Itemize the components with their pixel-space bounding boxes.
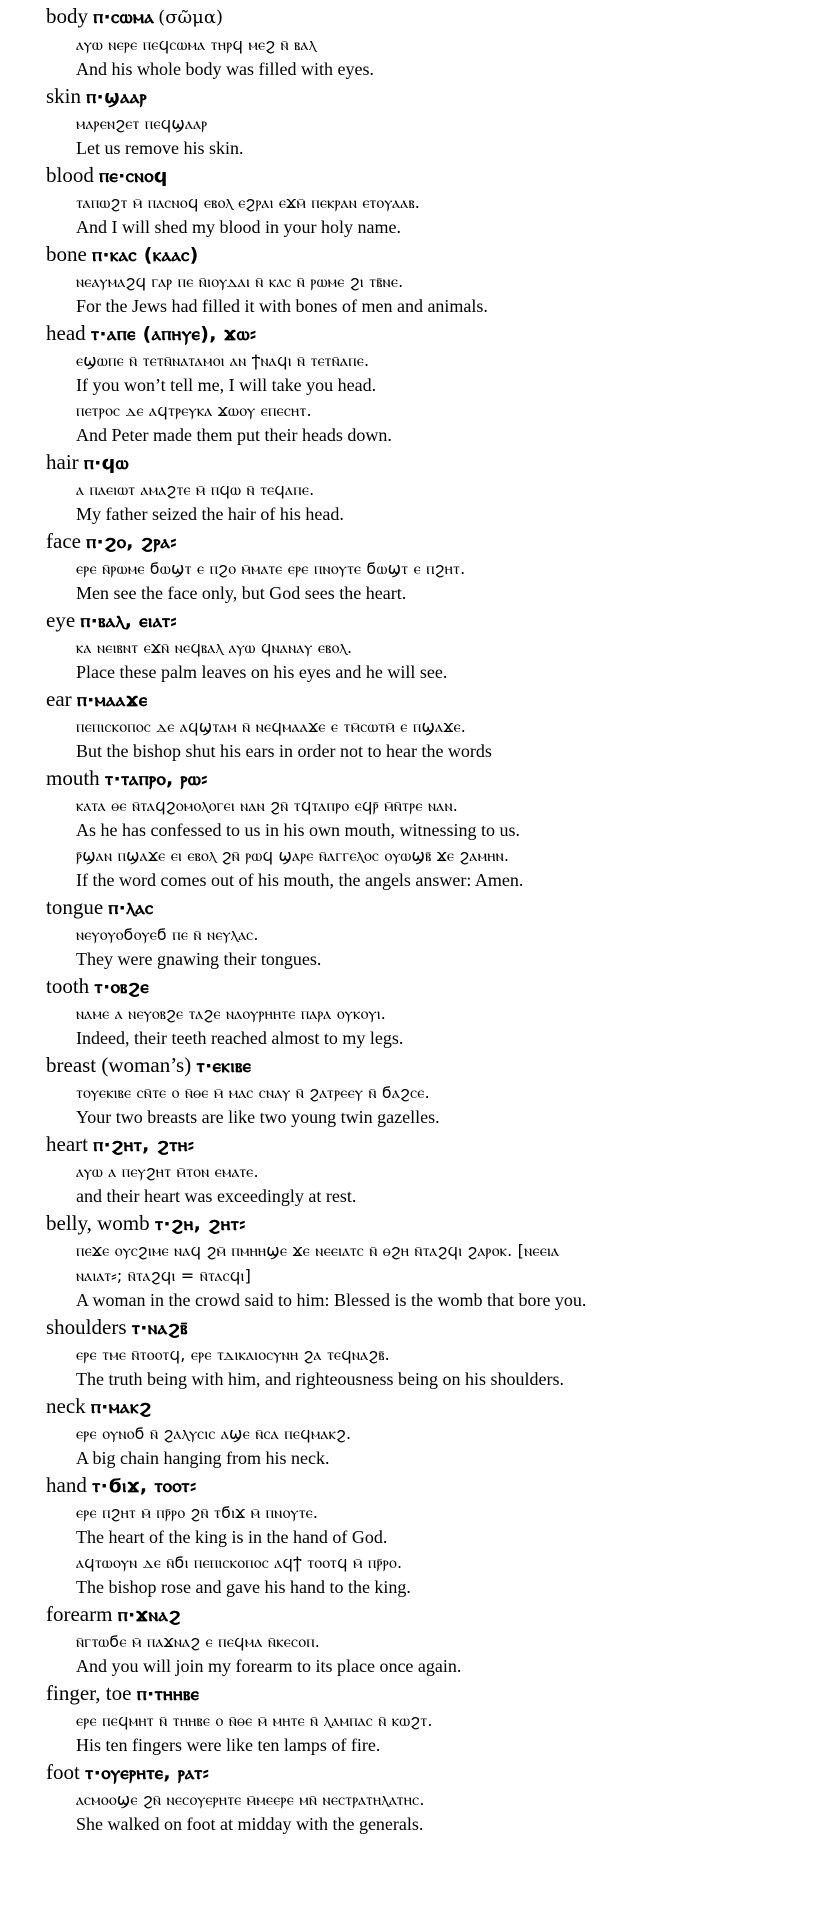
headword-english: foot <box>46 1760 80 1784</box>
headword-coptic: ⲡ·ⲙⲁⲁϫⲉ <box>76 689 148 711</box>
example-coptic: ⲉⲣⲉ ⲧⲙⲉ ⲛ̄ⲧⲟⲟⲧϥ, ⲉⲣⲉ ⲧⲇⲓⲕⲁⲓⲟⲥⲩⲛⲏ ϩⲁ ⲧⲉϥⲛⲁϩⲃ̄. <box>76 1345 390 1364</box>
vocab-entry <box>46 448 822 527</box>
example <box>76 556 822 606</box>
headword <box>46 685 822 714</box>
example <box>76 1421 822 1471</box>
example <box>76 348 822 398</box>
headword-coptic: ⲡ·ϩⲏⲧ, ϩⲧⲏ⸗ <box>93 1134 195 1156</box>
example <box>76 269 822 319</box>
vocab-entry <box>46 1051 822 1130</box>
headword <box>46 1679 822 1708</box>
example <box>76 1159 822 1209</box>
example-coptic: ⲛⲁⲙⲉ ⲁ ⲛⲉⲩⲟⲃϩⲉ ⲧⲁϩⲉ ⲛⲁⲟⲩⲣⲏⲏⲧⲉ ⲡⲁⲣⲁ ⲟⲩⲕⲟⲩⲓ. <box>76 1004 387 1023</box>
example-translation: A big chain hanging from his neck. <box>76 1448 330 1468</box>
vocab-entry <box>46 82 822 161</box>
headword-coptic: ⲡ·ⲧⲏⲏⲃⲉ <box>136 1683 200 1705</box>
example <box>76 32 822 82</box>
example-translation: But the bishop shut his ears in order not to hear the words <box>76 741 492 761</box>
headword <box>46 1392 822 1421</box>
headword-english: ear <box>46 687 72 711</box>
example-translation: The bishop rose and gave his hand to the king. <box>76 1577 411 1597</box>
headword <box>46 764 822 793</box>
vocab-entry <box>46 161 822 240</box>
example-translation: They were gnawing their tongues. <box>76 949 322 969</box>
headword <box>46 1130 822 1159</box>
example-translation: And I will shed my blood in your holy name. <box>76 217 401 237</box>
headword <box>46 161 822 190</box>
headword-english: heart <box>46 1132 88 1156</box>
example-coptic: ⲁⲩⲱ ⲛⲉⲣⲉ ⲡⲉϥⲥⲱⲙⲁ ⲧⲏⲣϥ ⲙⲉϩ ⲛ̄ ⲃⲁⲗ <box>76 35 317 54</box>
example-translation: My father seized the hair of his head. <box>76 504 344 524</box>
example <box>76 1342 822 1392</box>
example-translation: As he has confessed to us in his own mouth, witnessing to us. <box>76 820 520 840</box>
example <box>76 793 822 843</box>
example-coptic: ⲉⲣⲉ ⲛ̄ⲣⲱⲙⲉ ϭⲱϣⲧ ⲉ ⲡϩⲟ ⲙ̄ⲙⲁⲧⲉ ⲉⲣⲉ ⲡⲛⲟⲩⲧⲉ ϭⲱϣⲧ ⲉ ⲡϩⲏⲧ. <box>76 559 466 578</box>
example <box>76 1629 822 1679</box>
headword <box>46 240 822 269</box>
vocab-entry <box>46 893 822 972</box>
headword <box>46 1051 822 1080</box>
headword-english: tooth <box>46 974 90 998</box>
headword-coptic: ⲧ·ⲉⲕⲓⲃⲉ <box>196 1055 252 1077</box>
headword-coptic: ⲡ·ⲕⲁⲥ (ⲕⲁⲁⲥ) <box>92 244 199 266</box>
example-coptic: ⲁϥⲧⲱⲟⲩⲛ ⲇⲉ ⲛ̄ϭⲓ ⲡⲉⲡⲓⲥⲕⲟⲡⲟⲥ ⲁϥϯ ⲧⲟⲟⲧϥ ⲙ̄ ⲡⲣ̄ⲣⲟ. <box>76 1553 403 1572</box>
example <box>76 477 822 527</box>
example <box>76 190 822 240</box>
example <box>76 1238 822 1263</box>
headword-english: mouth <box>46 766 100 790</box>
example <box>76 1550 822 1600</box>
headword-english: belly, womb <box>46 1211 150 1235</box>
example-coptic: ⲣ̄ϣⲁⲛ ⲡϣⲁϫⲉ ⲉⲓ ⲉⲃⲟⲗ ϩⲛ̄ ⲣⲱϥ ϣⲁⲣⲉ ⲛ̄ⲁⲅⲅⲉⲗⲟⲥ ⲟⲩⲱϣⲃ̄ ϫⲉ ϩⲁⲙⲏⲛ. <box>76 846 510 865</box>
example-translation: His ten fingers were like ten lamps of fire. <box>76 1735 381 1755</box>
example <box>76 843 822 893</box>
example-translation: Men see the face only, but God sees the heart. <box>76 583 407 603</box>
example-translation: And Peter made them put their heads down. <box>76 425 392 445</box>
example-coptic: ⲙⲁⲣⲉⲛϩⲉⲧ ⲡⲉϥϣⲁⲁⲣ <box>76 114 208 133</box>
vocab-entry <box>46 972 822 1051</box>
example-translation: For the Jews had filled it with bones of men and animals. <box>76 296 488 316</box>
example-coptic: ⲛⲉⲩⲟⲩⲟϭⲟⲩⲉϭ ⲡⲉ ⲛ̄ ⲛⲉⲩⲗⲁⲥ. <box>76 925 259 944</box>
headword-coptic: ⲡ·ϩⲟ, ϩⲣⲁ⸗ <box>86 531 177 553</box>
vocab-entry <box>46 527 822 606</box>
headword-coptic: ⲧ·ⲟⲩⲉⲣⲏⲧⲉ, ⲣⲁⲧ⸗ <box>85 1762 210 1784</box>
headword-english: head <box>46 321 86 345</box>
example-translation: If the word comes out of his mouth, the angels answer: Amen. <box>76 870 524 890</box>
example-coptic: ⲛⲁⲓⲁⲧ⸗; ⲛ̄ⲧⲁϩϥⲓ = ⲛ̄ⲧⲁⲥϥⲓ] <box>76 1266 252 1285</box>
example-coptic: ⲧⲟⲩⲉⲕⲓⲃⲉ ⲥⲛ̄ⲧⲉ ⲟ ⲛ̄ⲑⲉ ⲙ̄ ⲙⲁⲥ ⲥⲛⲁⲩ ⲛ̄ ϩⲁⲧⲣⲉⲉⲩ ⲛ̄ ϭⲁϩⲥⲉ. <box>76 1083 430 1102</box>
example-coptic: ⲧⲁⲡⲱϩⲧ ⲙ̄ ⲡⲁⲥⲛⲟϥ ⲉⲃⲟⲗ ⲉϩⲣⲁⲓ ⲉϫⲙ̄ ⲡⲉⲕⲣⲁⲛ ⲉⲧⲟⲩⲁⲁⲃ. <box>76 193 421 212</box>
headword <box>46 1758 822 1787</box>
headword-coptic: ⲡ·ⲙⲁⲕϩ <box>90 1396 152 1418</box>
example <box>76 1787 822 1837</box>
headword-english: hair <box>46 450 79 474</box>
example <box>76 714 822 764</box>
example <box>76 398 822 448</box>
headword <box>46 1313 822 1342</box>
headword <box>46 2 822 32</box>
vocab-entry <box>46 1471 822 1600</box>
example-coptic: ⲡⲉⲡⲓⲥⲕⲟⲡⲟⲥ ⲇⲉ ⲁϥϣⲧⲁⲙ ⲛ̄ ⲛⲉϥⲙⲁⲁϫⲉ ⲉ ⲧⲙ̄ⲥⲱⲧⲙ̄ ⲉ ⲡϣⲁϫⲉ. <box>76 717 467 736</box>
example-translation: And his whole body was filled with eyes. <box>76 59 374 79</box>
headword <box>46 893 822 922</box>
vocab-entry <box>46 764 822 893</box>
headword-english: tongue <box>46 895 104 919</box>
headword <box>46 606 822 635</box>
headword-english: shoulders <box>46 1315 127 1339</box>
example-translation: She walked on foot at midday with the generals. <box>76 1814 424 1834</box>
headword <box>46 972 822 1001</box>
example-coptic: ⲁⲩⲱ ⲁ ⲡⲉⲩϩⲏⲧ ⲙ̄ⲧⲟⲛ ⲉⲙⲁⲧⲉ. <box>76 1162 259 1181</box>
headword-english: body <box>46 4 88 28</box>
example <box>76 922 822 972</box>
headword-coptic: ⲡⲉ·ⲥⲛⲟϥ <box>99 165 168 187</box>
headword <box>46 448 822 477</box>
headword-coptic: ⲡ·ⲃⲁⲗ, ⲉⲓⲁⲧ⸗ <box>80 610 178 632</box>
headword <box>46 1600 822 1629</box>
headword-english: face <box>46 529 81 553</box>
headword <box>46 319 822 348</box>
headword-english: eye <box>46 608 76 632</box>
vocab-entry <box>46 606 822 685</box>
vocab-entry <box>46 685 822 764</box>
vocab-entry <box>46 240 822 319</box>
example-coptic: ⲕⲁ ⲛⲉⲓⲃⲛⲧ ⲉϫⲛ̄ ⲛⲉϥⲃⲁⲗ ⲁⲩⲱ ϥⲛⲁⲛⲁⲩ ⲉⲃⲟⲗ. <box>76 638 353 657</box>
example-coptic: ⲛⲉⲁⲩⲙⲁϩϥ ⲅⲁⲣ ⲡⲉ ⲛ̄ⲓⲟⲩⲇⲁⲓ ⲛ̄ ⲕⲁⲥ ⲛ̄ ⲣⲱⲙⲉ ϩⲓ ⲧⲃ̄ⲛⲉ. <box>76 272 404 291</box>
vocab-entry <box>46 1392 822 1471</box>
example-translation: And you will join my forearm to its place once again. <box>76 1656 462 1676</box>
headword <box>46 527 822 556</box>
headword-coptic: ⲧ·ⲛⲁϩⲃ̄ <box>131 1317 188 1339</box>
headword <box>46 82 822 111</box>
example-coptic: ⲡⲉⲧⲣⲟⲥ ⲇⲉ ⲁϥⲧⲣⲉⲩⲕⲁ ϫⲱⲟⲩ ⲉⲡⲉⲥⲏⲧ. <box>76 401 312 420</box>
example <box>76 1080 822 1130</box>
headword-english: bone <box>46 242 87 266</box>
example-translation: If you won’t tell me, I will take you head. <box>76 375 377 395</box>
example-coptic: ⲉⲣⲉ ⲡⲉϥⲙⲏⲧ ⲛ̄ ⲧⲏⲏⲃⲉ ⲟ ⲛ̄ⲑⲉ ⲙ̄ ⲙⲏⲧⲉ ⲛ̄ ⲗⲁⲙⲡⲁⲥ ⲛ̄ ⲕⲱϩⲧ. <box>76 1711 433 1730</box>
example <box>76 635 822 685</box>
headword-coptic: ⲡ·ϥⲱ <box>83 452 129 474</box>
example-coptic: ⲉϣⲱⲡⲉ ⲛ̄ ⲧⲉⲧⲛ̄ⲛⲁⲧⲁⲙⲟⲓ ⲁⲛ ϯⲛⲁϥⲓ ⲛ̄ ⲧⲉⲧⲛ̄ⲁⲡⲉ. <box>76 351 370 370</box>
headword-greek: (σῶμα) <box>158 7 224 28</box>
example <box>76 111 822 161</box>
headword-coptic: ⲧ·ⲟⲃϩⲉ <box>94 976 149 998</box>
example-translation: Your two breasts are like two young twin gazelles. <box>76 1107 440 1127</box>
example-translation: A woman in the crowd said to him: Blessed is the womb that bore you. <box>76 1290 587 1310</box>
example-translation: Indeed, their teeth reached almost to my legs. <box>76 1028 404 1048</box>
headword <box>46 1471 822 1500</box>
example-coptic: ⲉⲣⲉ ⲡϩⲏⲧ ⲙ̄ ⲡⲣ̄ⲣⲟ ϩⲛ̄ ⲧϭⲓϫ ⲙ̄ ⲡⲛⲟⲩⲧⲉ. <box>76 1503 319 1522</box>
headword-coptic: ⲧ·ⲁⲡⲉ (ⲁⲡⲏⲩⲉ), ϫⲱ⸗ <box>90 323 257 345</box>
example-translation: The heart of the king is in the hand of God. <box>76 1527 388 1547</box>
vocab-entry <box>46 1600 822 1679</box>
headword-coptic: ⲡ·ϣⲁⲁⲣ <box>86 86 147 108</box>
example <box>76 1708 822 1758</box>
headword-english: blood <box>46 163 94 187</box>
example-coptic: ⲕⲁⲧⲁ ⲑⲉ ⲛ̄ⲧⲁϥϩⲟⲙⲟⲗⲟⲅⲉⲓ ⲛⲁⲛ ϩⲛ̄ ⲧϥⲧⲁⲡⲣⲟ ⲉϥⲣ̄ ⲙ̄ⲛ̄ⲧⲣⲉ ⲛⲁⲛ. <box>76 796 459 815</box>
vocab-entry <box>46 2 822 82</box>
headword-coptic: ⲧ·ϭⲓϫ, ⲧⲟⲟⲧ⸗ <box>92 1475 197 1497</box>
vocab-entry <box>46 1758 822 1837</box>
example-translation: Place these palm leaves on his eyes and he will see. <box>76 662 448 682</box>
headword-coptic: ⲡ·ⲗⲁⲥ <box>108 897 154 919</box>
headword-english: breast (woman’s) <box>46 1053 192 1077</box>
headword <box>46 1209 822 1238</box>
example <box>76 1001 822 1051</box>
headword-coptic: ⲡ·ϫⲛⲁϩ <box>117 1604 181 1626</box>
headword-english: forearm <box>46 1602 113 1626</box>
vocab-entry <box>46 319 822 448</box>
example-coptic: ⲁ ⲡⲁⲉⲓⲱⲧ ⲁⲙⲁϩⲧⲉ ⲙ̄ ⲡϥⲱ ⲛ̄ ⲧⲉϥⲁⲡⲉ. <box>76 480 315 499</box>
example-coptic: ⲉⲣⲉ ⲟⲩⲛⲟϭ ⲛ̄ ϩⲁⲗⲩⲥⲓⲥ ⲁϣⲉ ⲛ̄ⲥⲁ ⲡⲉϥⲙⲁⲕϩ. <box>76 1424 352 1443</box>
example-coptic: ⲛ̄ⲅⲧⲱϭⲉ ⲙ̄ ⲡⲁϫⲛⲁϩ ⲉ ⲡⲉϥⲙⲁ ⲛ̄ⲕⲉⲥⲟⲡ. <box>76 1632 321 1651</box>
example-coptic: ⲡⲉϫⲉ ⲟⲩⲥϩⲓⲙⲉ ⲛⲁϥ ϩⲙ̄ ⲡⲙⲏⲏϣⲉ ϫⲉ ⲛⲉⲉⲓⲁⲧⲥ ⲛ̄ ⲑϩⲏ ⲛ̄ⲧⲁϩϥⲓ ϩⲁⲣⲟⲕ. [ⲛⲉⲉⲓⲁ <box>76 1241 560 1260</box>
headword-english: neck <box>46 1394 86 1418</box>
example-coptic: ⲁⲥⲙⲟⲟϣⲉ ϩⲛ̄ ⲛⲉⲥⲟⲩⲉⲣⲏⲧⲉ ⲙ̄ⲙⲉⲉⲣⲉ ⲙⲛ̄ ⲛⲉⲥⲧⲣⲁⲧⲏⲗⲁⲧⲏⲥ. <box>76 1790 425 1809</box>
example <box>76 1500 822 1550</box>
vocab-entry <box>46 1313 822 1392</box>
headword-english: hand <box>46 1473 87 1497</box>
vocabulary-list <box>46 2 822 1837</box>
vocab-entry <box>46 1130 822 1209</box>
headword-coptic: ⲡ·ⲥⲱⲙⲁ <box>93 6 155 28</box>
vocab-entry <box>46 1679 822 1758</box>
example-translation: The truth being with him, and righteousness being on his shoulders. <box>76 1369 564 1389</box>
headword-english: finger, toe <box>46 1681 132 1705</box>
headword-coptic: ⲧ·ϩⲏ, ϩⲏⲧ⸗ <box>154 1213 246 1235</box>
example-translation: Let us remove his skin. <box>76 138 244 158</box>
vocab-entry <box>46 1209 822 1313</box>
headword-coptic: ⲧ·ⲧⲁⲡⲣⲟ, ⲣⲱ⸗ <box>104 768 208 790</box>
example <box>76 1263 822 1313</box>
headword-english: skin <box>46 84 82 108</box>
example-translation: and their heart was exceedingly at rest. <box>76 1186 357 1206</box>
